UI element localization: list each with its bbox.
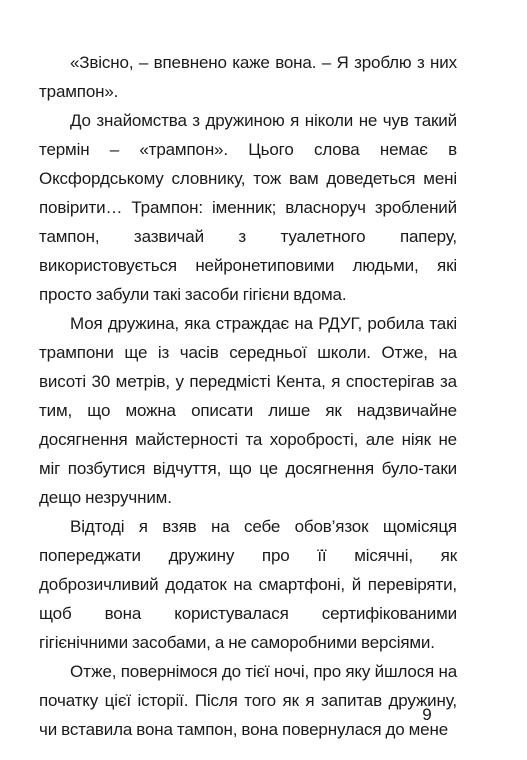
paragraph-2: До знайомства з дружиною я ніколи не чув такий термін – «трампон». Цього слова немає в Оксфордському словнику, тож вам доведеться мені повірити… Трампон: іменник; власноруч зроблений тампон, зазвичай з туалетного паперу, використовується нейронетиповими людьми, які просто забули такі засоби гігієни вдома. [39,111,457,304]
paragraph-4: Відтоді я взяв на себе обов’язок щомісяця попереджати дружину про її місячні, як доброзичливий додаток на смартфоні, й перевіряти, щоб вона користувалася сертифікованими гігієнічними засобами, а не саморобними версіями. [39,517,457,652]
body-text [39,48,457,744]
paragraph-1: «Звісно, – впевнено каже вона. – Я зроблю з них трампон». [39,53,457,101]
paragraph-3: Моя дружина, яка страждає на РДУГ, робила такі трампони ще із часів середньої школи. Отже, на висоті 30 метрів, у передмісті Кента, я спостерігав за тим, що можна описати лише як надзвичайне досягнення майстерності та хоробрості, але ніяк не міг позбутися відчуття, що це досягнення було-таки дещо незручним. [39,314,457,507]
page-number: 9 [422,705,432,724]
paragraph-5: Отже, повернімося до тієї ночі, про яку йшлося на початку цієї історії. Після того як я запитав дружину, чи вставила вона тампон, вона повернулася до мене [39,662,457,739]
